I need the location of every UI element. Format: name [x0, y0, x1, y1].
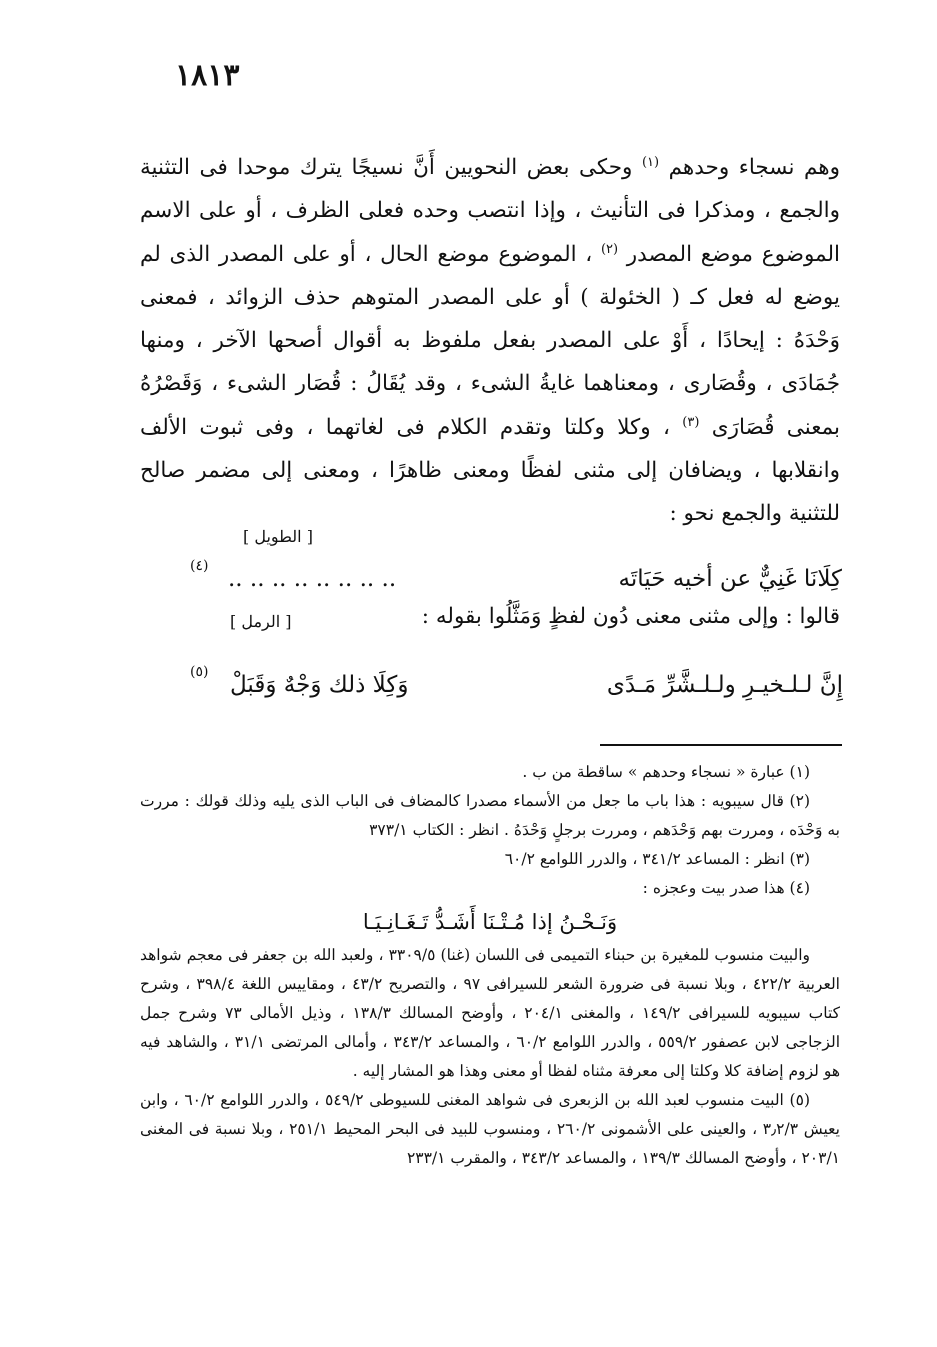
footnote-ref-2: (٢)	[600, 241, 619, 257]
footnote-4-body: والبيت منسوب للمغيرة بن حبناء التميمى فى اللسان (غنا) ٣٣٠٩/٥ ، ولعبد الله بن جعفر فى معجم شواهد العربية ٤٢٢/٢ ، وبلا نسبة فى ضرورة الشعر للسيرافى ٩٧ ، والتصريح ٤٣/٢ ، ومقاييس اللغة ٣٩٨/٤ ، وشرح كتاب سيبويه للسيرافى ١٤٩/٢ ، والمغنى ٢٠٤/١ ، وأوضح المسالك ١٣٨/٣ ، وذيل الأمالى ٧٣ وشرح جمل الزجاجى لابن عصفور ٥٥٩/٢ ، والدرر اللوامع ٦٠/٢ ، والمساعد ٣٤٣/٢ ، وأمالى المرتضى ٣١/١ ، والشاهد فيه هو لزوم إضافة كلا وكلتا إلى معرفة مثناه لفظا أو معنى وهذا هو المشار إليه .	[140, 946, 841, 1080]
main-text	[140, 146, 840, 536]
footnote-3: (٣) انظر : المساعد ٣٤١/٢ ، والدرر اللوامع ٦٠/٢	[504, 850, 810, 868]
footnote-ref-1: (١)	[641, 154, 660, 170]
footnote-4-verse: وَنَـحْـنُ إذا مُـتْـنَا أَشَـدُّ تَـغَـانِـيَـا	[362, 910, 618, 934]
page-number: ١٨١٣	[175, 58, 240, 93]
main-text-part: ، وكلا وكلتا وتقدم الكلام فى لغاتهما ، وفى ثبوت الألف وانقلابها ، ويضافان إلى مثنى لفظًا ومعنى ظاهرًا ، ومعنى إلى مضمر صالح للتثنية والجمع نحو :	[140, 414, 840, 527]
footnote-ref-5: (٥)	[190, 664, 209, 680]
meter-label-ramal: [ الرمل ]	[230, 612, 292, 631]
footnotes	[140, 758, 840, 1173]
prose-text: قالوا : وإلى مثنى معنى دُون لفظٍ وَمَثَّلُوا بقوله :	[421, 604, 840, 629]
meter-label-taweel: [ الطويل ]	[243, 527, 313, 546]
footnote-1: (١) عبارة « نسجاء وحدهم » ساقطة من ب .	[522, 763, 810, 781]
footnote-2: (٢) قال سيبويه : هذا باب ما جعل من الأسماء مصدرا كالمضاف فى الباب الذى يليه وذلك قولك : مررت به وَحْدَه ، ومررت بهم وَحْدَهم ، ومررت برجلٍ وَحْدَهُ . انظر : الكتاب ٣٧٣/١	[140, 792, 840, 839]
main-text-part: ، الموضوع موضع الحال ، أو على المصدر الذى لم يوضع له فعل كـ ( الخئولة ) أو على المصدر المتوهم حذف الزوائد ، فمعنى وَحْدَهُ : إيحادًا ، أَوْ على المصدر بفعل ملفوظ به أقوال أصحها الآخر ، ومنها جُمَادَى ، وقُصَارى ، ومعناهما غايةُ الشىء ، وقد يُقَالُ : قُصَار الشىء ، وَقَصْرُهُ بمعنى قُصَارَى	[140, 241, 841, 440]
main-text-part: وحكى بعض النحويين أَنَّ نسيجًا يترك موحدا فى التثنية والجمع ، ومذكرا فى التأنيث ، وإذا انتصب وحده فعلى الظرف ، أو على الاسم الموضوع موضع المصدر	[140, 155, 841, 267]
main-text-part: وهم نسجاء وحدهم	[668, 155, 841, 180]
footnote-5: (٥) البيت منسوب لعبد الله بن الزبعرى فى شواهد المغنى للسيوطى ٥٤٩/٢ ، والدرر اللوامع ٦٠/٢ ، وابن يعيش ٣٫٢/٣ ، والعينى على الأشمونى ٢٦٠/٢ ، ومنسوب للبيد فى البحر المحيط ٢٥١/١ ، وبلا نسبة فى المغنى ٢٠٣/١ ، وأوضح المسالك ١٣٩/٣ ، والمساعد ٣٤٣/٢ ، والمقرب ٢٣٣/١	[140, 1091, 840, 1167]
footnote-divider	[600, 744, 842, 746]
main-paragraph	[140, 146, 840, 536]
verse-1-hemistich-2: .. .. .. .. .. .. .. ..	[228, 566, 397, 592]
verse-2-hemistich-2: وَكِلَا ذلك وَجْهٌ وَقَبَلْ	[230, 672, 409, 698]
footnote-ref-4: (٤)	[190, 558, 209, 574]
verse-2-hemistich-1: إِنَّ لـلـخيـرِ ولـلـشَّرِّ مَـدًى	[606, 672, 843, 698]
footnote-ref-3: (٣)	[682, 414, 700, 430]
footnote-4-intro: (٤) هذا صدر بيت وعجزه :	[642, 879, 810, 897]
verse-1-hemistich-1: كِلَانَا غَنِيٌّ عن أخيه حَيَاتَه	[618, 566, 842, 592]
